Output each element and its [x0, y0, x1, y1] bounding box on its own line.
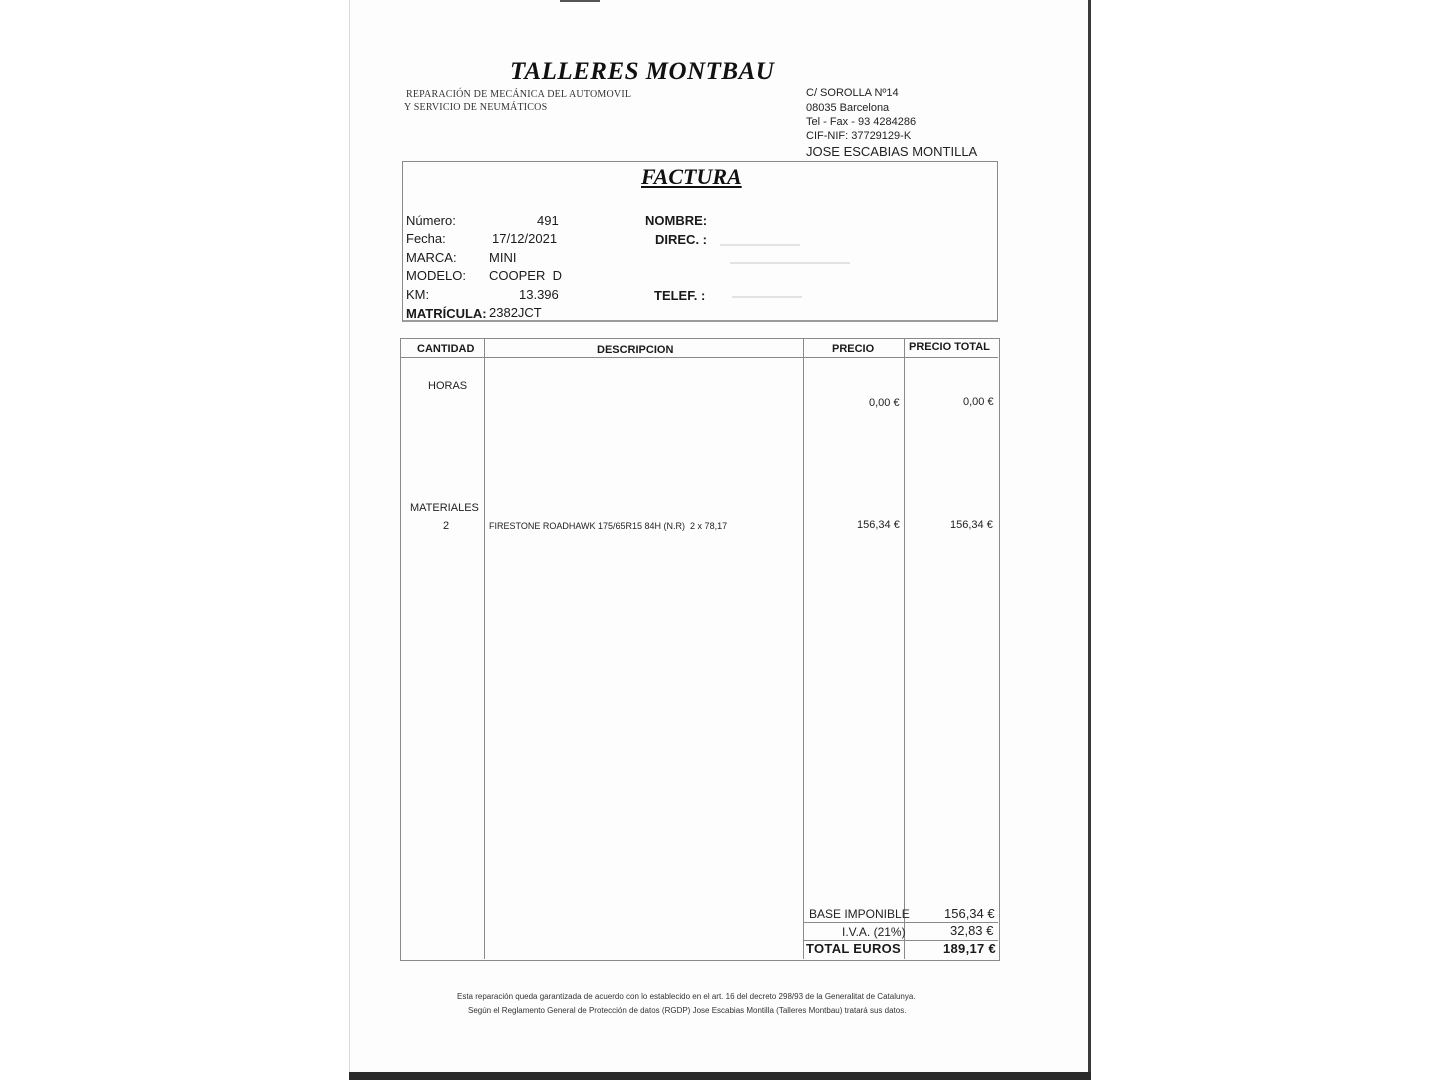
- table-header-divider: [401, 357, 998, 358]
- company-owner: JOSE ESCABIAS MONTILLA: [806, 144, 978, 159]
- company-name: TALLERES MONTBAU: [510, 58, 775, 85]
- company-phone: Tel - Fax - 93 4284286: [806, 116, 917, 128]
- header-cantidad: CANTIDAD: [417, 343, 475, 355]
- km-label: KM:: [406, 287, 430, 302]
- company-cif: CIF-NIF: 37729129-K: [806, 130, 912, 142]
- row-materiales-cantidad: 2: [443, 520, 450, 532]
- scan-edge-top: [560, 0, 600, 2]
- fecha-label: Fecha:: [406, 231, 446, 246]
- row-materiales-total: 156,34 €: [950, 519, 993, 531]
- row-materiales-precio: 156,34 €: [857, 519, 900, 531]
- matricula-value: 2382JCT: [489, 305, 542, 320]
- fecha-value: 17/12/2021: [492, 231, 558, 246]
- company-tagline-line1: REPARACIÓN DE MECÁNICA DEL AUTOMOVIL: [406, 89, 632, 100]
- matricula-label: MATRÍCULA:: [406, 306, 487, 321]
- row-horas-precio: 0,00 €: [869, 397, 900, 409]
- company-tagline-line2: Y SERVICIO DE NEUMÁTICOS: [404, 102, 548, 113]
- row-materiales-descripcion: FIRESTONE ROADHAWK 175/65R15 84H (N.R) 2 x 78,17: [489, 521, 728, 531]
- scan-edge-right: [1088, 0, 1091, 1080]
- redacted-phone: [732, 296, 802, 298]
- header-precio: PRECIO: [832, 343, 875, 355]
- company-city: 08035 Barcelona: [806, 102, 890, 114]
- marca-value: MINI: [489, 250, 517, 265]
- header-descripcion: DESCRIPCION: [597, 344, 674, 356]
- footer-warranty-note: Esta reparación queda garantizada de acuerdo con lo establecido en el art. 16 del decreto 298/93 de la Generalitat de Catalunya.: [457, 992, 916, 1001]
- footer-data-protection-note: Según el Reglamento General de Protección de datos (RGDP) Jose Escabias Montilla (Talleres Montbau) tratará sus datos.: [468, 1006, 907, 1015]
- numero-value: 491: [537, 213, 559, 228]
- col-divider-descripcion: [803, 339, 804, 959]
- redacted-address: [720, 244, 800, 246]
- iva-label: I.V.A. (21%): [842, 925, 906, 939]
- col-divider-cantidad: [484, 339, 485, 959]
- col-divider-precio: [904, 339, 905, 959]
- total-euros-value: 189,17 €: [943, 941, 997, 956]
- items-table: [400, 338, 1000, 961]
- base-imponible-value: 156,34 €: [944, 906, 995, 921]
- base-imponible-label: BASE IMPONIBLE: [809, 907, 910, 921]
- scan-edge-bottom: [349, 1072, 1091, 1080]
- telef-label: TELEF. :: [654, 288, 706, 303]
- marca-label: MARCA:: [406, 250, 457, 265]
- iva-value: 32,83 €: [950, 923, 994, 938]
- row-materiales-label: MATERIALES: [410, 502, 479, 514]
- total-euros-label: TOTAL EUROS: [806, 941, 902, 956]
- numero-label: Número:: [406, 213, 456, 228]
- header-precio-total: PRECIO TOTAL: [909, 341, 990, 353]
- row-horas-label: HORAS: [428, 380, 468, 392]
- modelo-label: MODELO:: [406, 268, 466, 283]
- row-horas-total: 0,00 €: [963, 396, 994, 408]
- km-value: 13.396: [519, 287, 559, 302]
- nombre-label: NOMBRE:: [645, 213, 708, 228]
- document-title: FACTURA: [641, 164, 742, 189]
- company-address: C/ SOROLLA Nº14: [806, 87, 899, 99]
- direc-label: DIREC. :: [655, 232, 707, 247]
- modelo-value: COOPER D: [489, 268, 562, 283]
- redacted-address-line2: [730, 262, 850, 264]
